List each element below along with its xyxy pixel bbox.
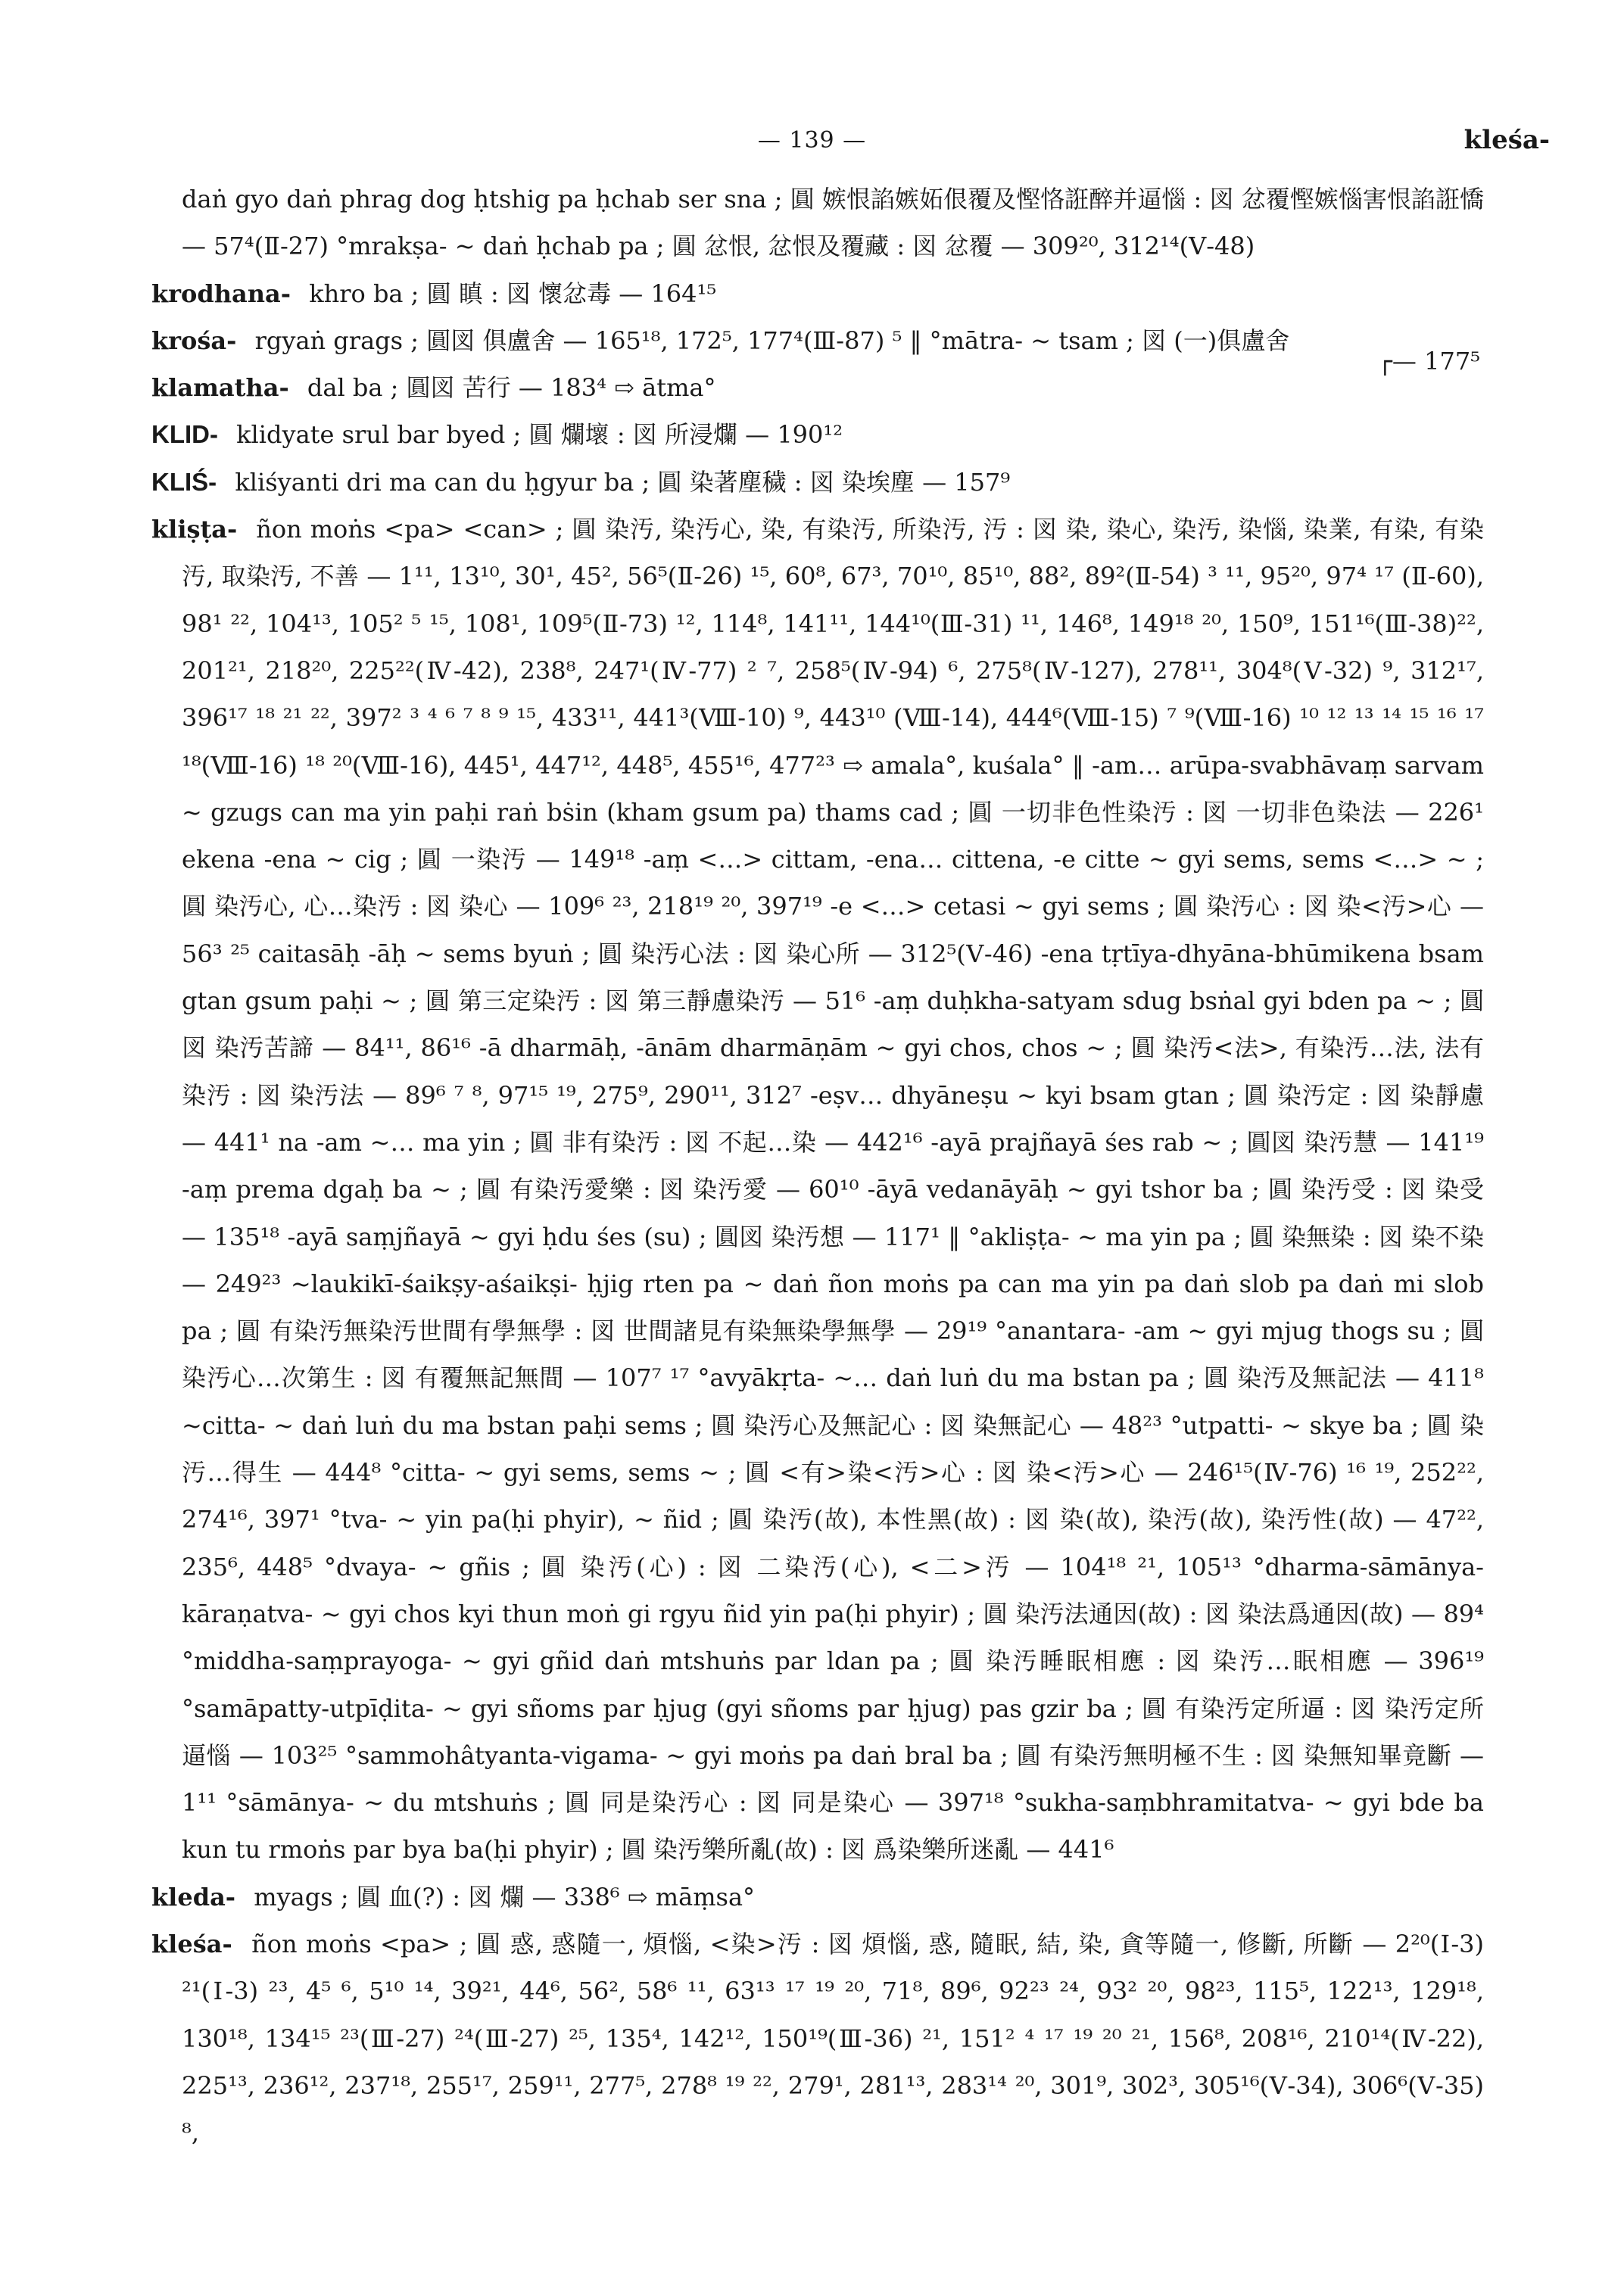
entry-headword: KLID-: [151, 420, 218, 449]
entry-klista: [151, 506, 1484, 1874]
dictionary-body: [151, 176, 1484, 2156]
entry-klamatha: [151, 364, 1484, 411]
entry-text: myags ; 圓 血(?) : 図 爛 — 338⁶ ⇨ māṃsa°: [254, 1882, 756, 1911]
entry-text: ñon moṅs <pa> ; 圓 惑, 惑隨一, 煩惱, <染>汚 : 図 煩惱, 惑, 隨眠, 結, 染, 貪等隨一, 修斷, 所斷 — 2²⁰(Ⅰ-3) ²¹(Ⅰ-3) ²³, 4⁵ ⁶, 5¹⁰ ¹⁴, 39²¹, 44⁶, 56², 58⁶ ¹¹, 63¹³ ¹⁷ ¹⁹ ²⁰, 71⁸, 89⁶, 92²³ ²⁴, 93² ²⁰, 98²³, 115⁵, 122¹³, 129¹⁸, 130¹⁸, 134¹⁵ ²³(Ⅲ-27) ²⁴(Ⅲ-27) ²⁵, 135⁴, 142¹², 150¹⁹(Ⅲ-36) ²¹, 151² ⁴ ¹⁷ ¹⁹ ²⁰ ²¹, 156⁸, 208¹⁶, 210¹⁴(Ⅳ-22), 225¹³, 236¹², 237¹⁸, 255¹⁷, 259¹¹, 277⁵, 278⁸ ¹⁹ ²², 279¹, 281¹³, 283¹⁴ ²⁰, 301⁹, 302³, 305¹⁶(Ⅴ-34), 306⁶(Ⅴ-35) ⁸,: [182, 1929, 1484, 2148]
entry-krosa: [151, 317, 1484, 364]
entry-text: rgyaṅ grags ; 圓図 俱盧舍 — 165¹⁸, 172⁵, 177⁴(Ⅲ-87) ⁵ ‖ °mātra- ~ tsam ; 図 (一)俱盧舍: [254, 326, 1290, 355]
entry-klis: [151, 459, 1484, 506]
entry-text: klidyate srul bar byed ; 圓 爛壞 : 図 所浸爛 — 190¹²: [236, 420, 843, 450]
entry-kleda: [151, 1874, 1484, 1921]
page-number: — 139 —: [757, 127, 867, 154]
entry-text: dal ba ; 圓図 苦行 — 183⁴ ⇨ ātma°: [307, 373, 716, 403]
entry-klesa: [151, 1921, 1484, 2156]
entry-headword: kliṣṭa-: [151, 515, 238, 544]
entry-text: khro ba ; 圓 瞋 : 図 懷忿毒 — 164¹⁵: [309, 279, 717, 308]
entry-krodhana: [151, 270, 1484, 317]
running-head: kleśa-: [1463, 125, 1550, 155]
entry-headword: KLIŚ-: [151, 467, 217, 496]
entry-headword: kleśa-: [151, 1929, 232, 1958]
entry-headword: kleda-: [151, 1882, 236, 1911]
entry-klid: [151, 411, 1484, 458]
entry-text: daṅ gyo daṅ phrag dog ḥtshig pa ḥchab ser sna ; 圓 嫉恨諂嫉妬佷覆及慳恪誑醉并逼惱 : 図 忿覆慳嫉惱害恨諂誑憍 — 57⁴(Ⅱ-27) °mrakṣa- ~ daṅ ḥchab pa ; 圓 忿恨, 忿恨及覆藏 : 図 忿覆 — 309²⁰, 312¹⁴(Ⅴ-48): [182, 185, 1484, 261]
entry-text: kliśyanti dri ma can du ḥgyur ba ; 圓 染著塵穢 : 図 染埃塵 — 157⁹: [235, 467, 1011, 497]
entry-headword: krośa-: [151, 326, 237, 355]
entry-continuation: [151, 176, 1484, 270]
entry-text: ñon moṅs <pa> <can> ; 圓 染汚, 染汚心, 染, 有染汚, 所染汚, 汚 : 図 染, 染心, 染汚, 染惱, 染業, 有染, 有染汚, 取染汚, 不善 — 1¹¹, 13¹⁰, 30¹, 45², 56⁵(Ⅱ-26) ¹⁵, 60⁸, 67³, 70¹⁰, 85¹⁰, 88², 89²(Ⅱ-54) ³ ¹¹, 95²⁰, 97⁴ ¹⁷ (Ⅱ-60), 98¹ ²², 104¹³, 105² ⁵ ¹⁵, 108¹, 109⁵(Ⅱ-73) ¹², 114⁸, 141¹¹, 144¹⁰(Ⅲ-31) ¹¹, 146⁸, 149¹⁸ ²⁰, 150⁹, 151¹⁶(Ⅲ-38)²², 201²¹, 218²⁰, 225²²(Ⅳ-42), 238⁸, 247¹(Ⅳ-77) ² ⁷, 258⁵(Ⅳ-94) ⁶, 275⁸(Ⅳ-127), 278¹¹, 304⁸(Ⅴ-32) ⁹, 312¹⁷, 396¹⁷ ¹⁸ ²¹ ²², 397² ³ ⁴ ⁶ ⁷ ⁸ ⁹ ¹⁵, 433¹¹, 441³(Ⅷ-10) ⁹, 443¹⁰ (Ⅷ-14), 444⁶(Ⅷ-15) ⁷ ⁹(Ⅷ-16) ¹⁰ ¹² ¹³ ¹⁴ ¹⁵ ¹⁶ ¹⁷ ¹⁸(Ⅷ-16) ¹⁸ ²⁰(Ⅷ-16), 445¹, 447¹², 448⁵, 455¹⁶, 477²³ ⇨ amala°, kuśala° ‖ -am… arūpa-svabhāvaṃ sarvam ~ gzugs can ma yin paḥi raṅ bṡin (kham gsum pa) thams cad ; 圓 一切非色性染汚 : 図 一切非色染法 — 226¹ ekena -ena ~ cig ; 圓 一染汚 — 149¹⁸ -aṃ <…> cittam, -ena… cittena, -e citte ~ gyi sems, sems <…> ~ ; 圓 染汚心, 心…染汚 : 図 染心 — 109⁶ ²³, 218¹⁹ ²⁰, 397¹⁹ -e <…> cetasi ~ gyi sems ; 圓 染汚心 : 図 染<汚>心 — 56³ ²⁵ caitasāḥ -āḥ ~ sems byuṅ ; 圓 染汚心法 : 図 染心所 — 312⁵(Ⅴ-46) -ena tṛtīya-dhyāna-bhūmikena bsam gtan gsum paḥi ~ ; 圓 第三定染汚 : 図 第三靜慮染汚 — 51⁶ -aṃ duḥkha-satyam sdug bsṅal gyi bden pa ~ ; 圓図 染汚苦諦 — 84¹¹, 86¹⁶ -ā dharmāḥ, -ānām dharmāṇām ~ gyi chos, chos ~ ; 圓 染汚<法>, 有染汚…法, 法有染汚 : 図 染汚法 — 89⁶ ⁷ ⁸, 97¹⁵ ¹⁹, 275⁹, 290¹¹, 312⁷ -eṣv… dhyāneṣu ~ kyi bsam gtan ; 圓 染汚定 : 図 染靜慮 — 441¹ na -am ~… ma yin ; 圓 非有染汚 : 図 不起…染 — 442¹⁶ -ayā prajñayā śes rab ~ ; 圓図 染汚慧 — 141¹⁹ -aṃ prema dgaḥ ba ~ ; 圓 有染汚愛樂 : 図 染汚愛 — 60¹⁰ -āyā vedanāyāḥ ~ gyi tshor ba ; 圓 染汚受 : 図 染受 — 135¹⁸ -ayā saṃjñayā ~ gyi ḥdu śes (su) ; 圓図 染汚想 — 117¹ ‖ °akliṣṭa- ~ ma yin pa ; 圓 染無染 : 図 染不染 — 249²³ ~laukikī-śaikṣy-aśaikṣi- ḥjig rten pa ~ daṅ ñon moṅs pa can ma yin pa daṅ slob pa daṅ mi slob pa ; 圓 有染汚無染汚世間有學無學 : 図 世間諸見有染無染學無學 — 29¹⁹ °anantara- -am ~ gyi mjug thogs su ; 圓 染汚心…次第生 : 図 有覆無記無間 — 107⁷ ¹⁷ °avyākṛta- ~… daṅ luṅ du ma bstan pa ; 圓 染汚及無記法 — 411⁸ ~citta- ~ daṅ luṅ du ma bstan paḥi sems ; 圓 染汚心及無記心 : 図 染無記心 — 48²³ °utpatti- ~ skye ba ; 圓 染汚…得生 — 444⁸ °citta- ~ gyi sems, sems ~ ; 圓 <有>染<汚>心 : 図 染<汚>心 — 246¹⁵(Ⅳ-76) ¹⁶ ¹⁹, 252²², 274¹⁶, 397¹ °tva- ~ yin pa(ḥi phyir), ~ ñid ; 圓 染汚(故), 本性黑(故) : 図 染(故), 染汚(故), 染汚性(故) — 47²², 235⁶, 448⁵ °dvaya- ~ gñis ; 圓 染汚(心) : 図 二染汚(心), <二>汚 — 104¹⁸ ²¹, 105¹³ °dharma-sāmānya-kāraṇatva- ~ gyi chos kyi thun moṅ gi rgyu ñid yin pa(ḥi phyir) ; 圓 染汚法通因(故) : 図 染法爲通因(故) — 89⁴ °middha-saṃprayoga- ~ gyi gñid daṅ mtshuṅs par ldan pa ; 圓 染汚睡眠相應 : 図 染汚…眠相應 — 396¹⁹ °samāpatty-utpīḍita- ~ gyi sñoms par ḥjug (gyi sñoms par ḥjug) pas gzir ba ; 圓 有染汚定所逼 : 図 染汚定所逼惱 — 103²⁵ °sammohâtyanta-vigama- ~ gyi moṅs pa daṅ bral ba ; 圓 有染汚無明極不生 : 図 染無知畢竟斷 — 1¹¹ °sāmānya- ~ du mtshuṅs ; 圓 同是染汚心 : 図 同是染心 — 397¹⁸ °sukha-saṃbhramitatva- ~ gyi bde ba kun tu rmoṅs par bya ba(ḥi phyir) ; 圓 染汚樂所亂(故) : 図 爲染樂所迷亂 — 441⁶: [182, 515, 1484, 1865]
margin-note: ┌— 177⁵: [1377, 347, 1480, 375]
entry-headword: klamatha-: [151, 373, 289, 403]
entry-headword: krodhana-: [151, 279, 291, 308]
